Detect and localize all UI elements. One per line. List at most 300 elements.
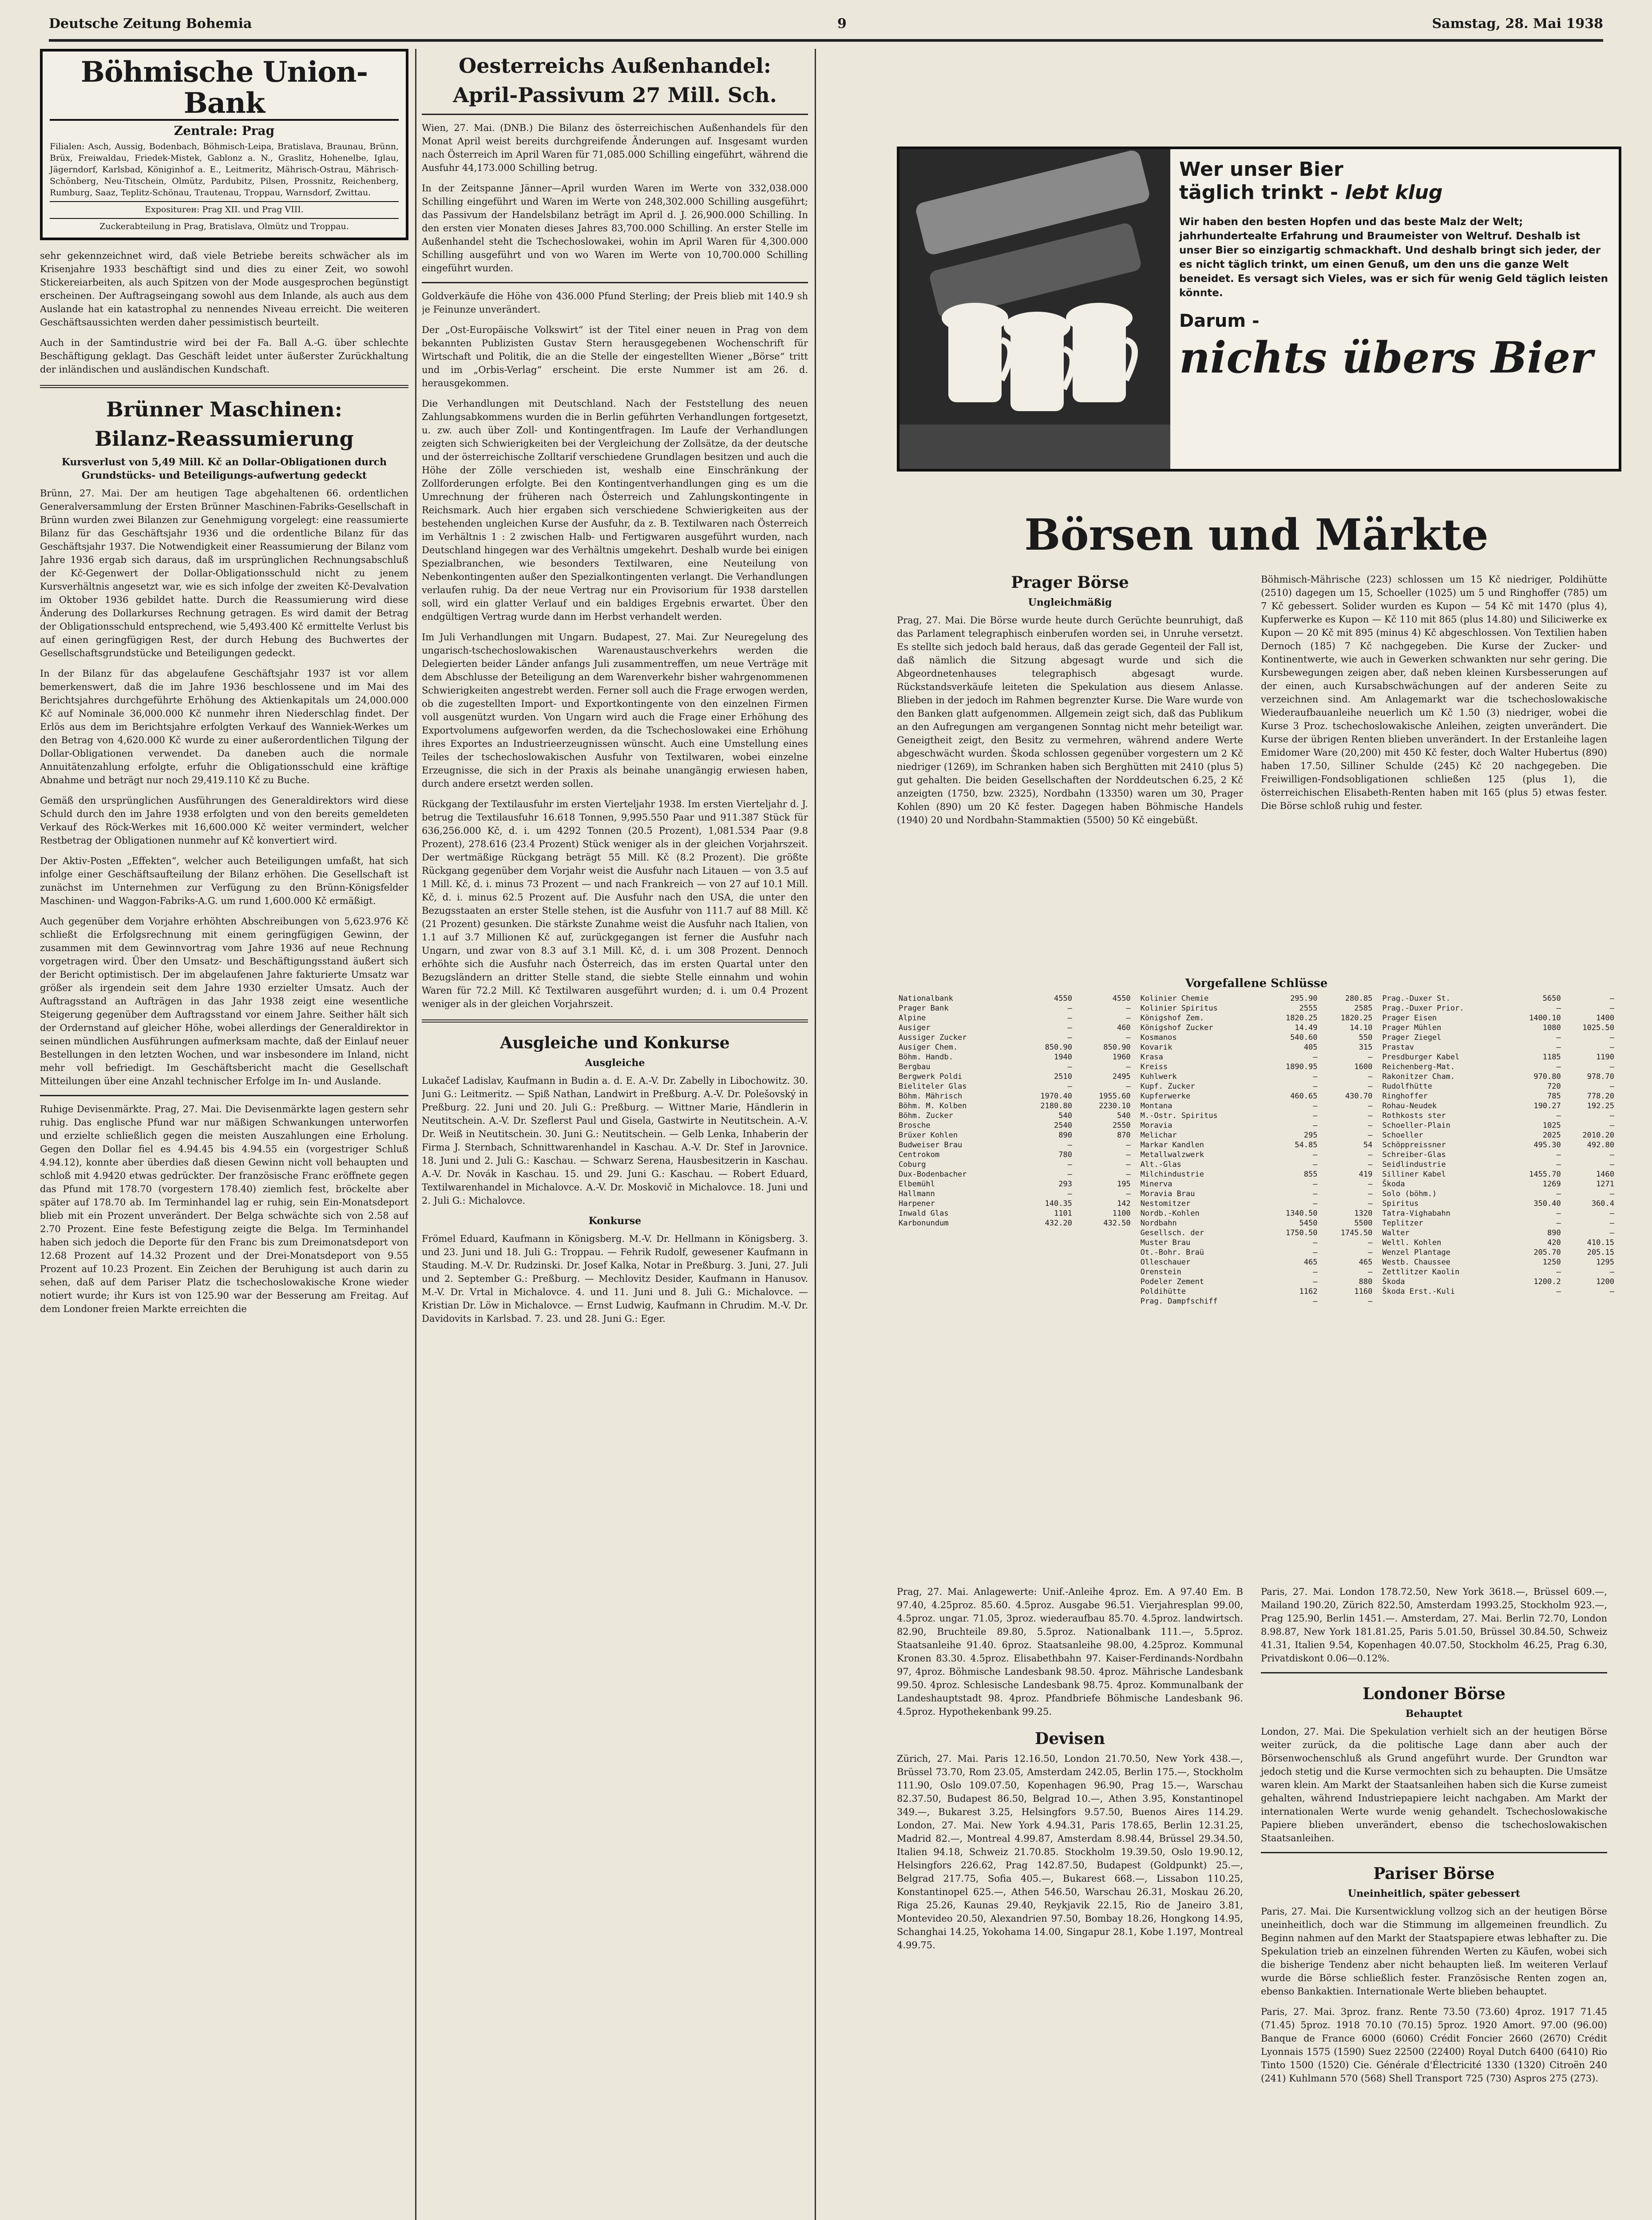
quote-row <box>1380 1199 1616 1209</box>
quote-name: Markar Kandlen <box>1140 1141 1204 1150</box>
quote-value: — <box>1313 1268 1318 1276</box>
quote-name: Minerva <box>1140 1180 1173 1189</box>
quote-value: — <box>1609 1189 1615 1198</box>
quote-value: 978.70 <box>1587 1072 1615 1081</box>
quote-name: Alt.-Glas <box>1140 1160 1181 1169</box>
article-text: Lukačef Ladislav, Kaufmann in Budin a. d. E. A.-V. Dr. Zabelly in Libochowitz. 30. Juni G.: Leitmeritz. — Spiß Nathan, Landwirt in Preßburg. A.-V. Dr. Polešovský in Preßburg. 22. Juni und 20. Juli G.: Preßburg. — Wittner Marie, Händlerin in Neutitschein. A.-V. Dr. Szeflerst Paul und Gisela, Gastwirte in Neutitschein. A.-V. Dr. Weiß in Neutitschein. 30. Juni G.: Neutitschein. — Gelb Lenka, Inhaberin der Firma J. Sternbach, Schnittwarenhandel in Kaschau. A.-V. Dr. Stef in Jarovnice. 18. Juni und 2. Juli G.: Kaschau. — Schwarz Serena, Hausbesitzerin in Kaschau. A.-V. Dr. Novák in Kaschau. 15. und 29. Juni G.: Kaschau. — Robert Eduard, Textilwarenhandel in Michalovce. A.-V. Dr. Moskovič in Michalovce. 18. Juni und 2. Juli G.: Michalovce. <box>422 1075 808 1206</box>
quote-value: 1200.2 <box>1533 1277 1561 1286</box>
quote-name: Kovarik <box>1140 1043 1173 1052</box>
quote-row <box>1380 1130 1616 1140</box>
quote-value: — <box>1609 1287 1615 1296</box>
headline: Bilanz-Reassumierung <box>95 427 354 451</box>
quote-value: 1460 <box>1596 1170 1615 1179</box>
quote-name: Spiritus <box>1382 1199 1419 1208</box>
quote-value: 492.80 <box>1587 1141 1615 1150</box>
quote-value: 1295 <box>1596 1258 1615 1267</box>
quote-row <box>1139 1199 1375 1209</box>
quote-name: Centrokom <box>899 1150 940 1159</box>
beer-ad-body: Wir haben den besten Hopfen und das beste Malz der Welt; jahrhundertealte Erfahrung und Braumeister von Weltruf. Deshalb ist unser Bier so einzigartig schmackhaft. Und deshalb bringt sich jeder, der es nicht täglich trinkt, um einen Genuß, um den uns die ganze Welt beneidet. Es versagt sich Vieles, was er sich für wenig Geld täglich leisten könnte. <box>1179 216 1608 299</box>
section-title: Ausgleiche und Konkurse <box>500 1034 730 1052</box>
quote-value: 1820.25 <box>1340 1014 1373 1023</box>
quote-name: Alpine <box>899 1014 926 1023</box>
quote-name: Gesellsch. der <box>1140 1229 1204 1237</box>
bank-exposituren: Expositurен: Prag XII. und Prag VIII. <box>50 201 399 215</box>
quote-name: Silliner Kabel <box>1382 1170 1446 1179</box>
quote-value: 890 <box>1058 1131 1072 1140</box>
quote-value: — <box>1067 1082 1072 1091</box>
quote-value: — <box>1313 1150 1318 1159</box>
quote-row <box>1139 1228 1375 1238</box>
quote-value: — <box>1368 1238 1373 1247</box>
beer-mugs-illustration <box>899 149 1170 469</box>
quote-row <box>1139 1179 1375 1189</box>
page-number: 9 <box>837 16 847 32</box>
quote-value: 2585 <box>1354 1004 1373 1013</box>
quotes-table-3 <box>1380 994 1616 1296</box>
quote-name: Coburg <box>899 1160 926 1169</box>
quote-value: 360.4 <box>1591 1199 1615 1208</box>
quote-name: Kreiss <box>1140 1062 1168 1071</box>
article-text: Die Verhandlungen mit Deutschland. Nach der Feststellung des neuen Zahlungsabkommens wurden die in Berlin geführten Verhandlungen fortgesetzt, u. zw. auch über Zoll- und Kontingentfragen. Im Laufe der Verhandlungen zeigten sich Schwierigkeiten bei der Vergleichung der Zollsätze, da der deutsche und der österreichische Zolltarif verschiedene Grundlagen besitzen und auch die Höhe der Zölle verschieden ist, weshalb eine Einschränkung der Zollforderungen erfolgte. Bei den Kontingentverhandlungen ging es um die Umrechnung der früheren nach Österreich und Zahlungskontingente in Reichsmark. Auch hier ergaben sich verschiedene Schwierigkeiten aus der bestehenden ungleichen Kurse der Ausfuhr, da z. B. Textilwaren nach Österreich im Verhältnis 1 : 2 zwischen Halb- und Fertigwaren ausgeführt wurden, nach Deutschland hingegen war des Verhältnis umgekehrt. Deshalb wurde bei einigen Spezialbranchen, wie besonders Textilwaren, eine Neuteilung von Nebenkontingenten außer den Spezialkontingenten verlangt. Die Verhandlungen verlaufen ruhig. Da der neue Vertrag nur ein Provisorium für 1938 darstellen soll, wird ein glatter Verlauf und ein baldiges Ergebnis erwartet. Über den endgültigen Vertrag wurde dann im Herbst verhandelt werden. <box>422 398 808 622</box>
quote-value: 2180.80 <box>1040 1102 1072 1110</box>
quote-row <box>1139 1033 1375 1043</box>
column-rule <box>815 49 816 2220</box>
article-text: sehr gekennzeichnet wird, daß viele Betriebe bereits schwächer als im Krisenjahre 1933 beschäftigt sind und dies zu einer Zeit, wo sowohl Stickereiarbeiten, als auch Spitzen von der Mode ausgesprochen begünstigt erscheinen. Der Auftragseingang sowohl aus dem Inlande, als auch aus dem Auslande hat ein katastrophal zu nennendes Niveau erreicht. Die weiteren Geschäftsaussichten werden daher pessimistisch beurteilt. <box>40 250 408 328</box>
quote-name: Prager Mühlen <box>1382 1023 1442 1032</box>
bank-headquarters: Zentrale: Prag <box>174 123 275 138</box>
quote-row <box>1139 1267 1375 1277</box>
article-text: Rückgang der Textilausfuhr im ersten Vierteljahr 1938. Im ersten Vierteljahr d. J. betrug die Textilausfuhr 16.618 Tonnen, 9,995.550 Paar und 911.387 Stück für 636,256.000 Kč, d. i. um 4292 Tonnen (20.5 Prozent), 1,081.534 Paar (9.8 Prozent), 278.616 (23.4 Prozent) Stück weniger als in der gleichen Vorjahrszeit. Der wertmäßige Rückgang beträgt 55 Mill. Kč (8.2 Prozent). Die größte Rückgang gegenüber dem Vorjahr weist die Ausfuhr nach Litauen — von 3.5 auf 1 Mill. Kč, d. i. minus 73 Prozent — und nach Frankreich — von 27 auf 10.1 Mill. Kč, d. i. minus 62.5 Prozent auf. Die Ausfuhr nach den USA, die unter den Bezugsstaaten an erster Stelle stehen, ist die Ausfuhr von 111.7 auf 88 Mill. Kč (21 Prozent) gesunken. Die stärkste Zunahme weist die Ausfuhr nach Italien, von 1.1 auf 3.7 Millionen Kč auf, zurückgegangen ist ferner die Ausfuhr nach Ungarn, und zwar von 8.3 auf 3.1 Mill. Kč, d. i. um 308 Prozent. Dennoch erhöhte sich die Ausfuhr nach Österreich, das im ersten Quartal unter den Bezugsländern an dritter Stelle stand, die siebte Stelle einnahm und wohin Waren für 72.2 Mill. Kč Textilwaren ausgeführt wurden; d. i. um 0.4 Prozent weniger als in der gleichen Vorjahrszeit. <box>422 799 808 1009</box>
quote-value: 1025.50 <box>1582 1023 1615 1032</box>
quote-value: — <box>1556 1189 1561 1198</box>
quote-name: Olleschauer <box>1140 1258 1191 1267</box>
quote-row <box>1380 1111 1616 1121</box>
prager-column-a <box>897 573 1243 834</box>
quote-row <box>1380 1209 1616 1218</box>
quote-name: Orenstein <box>1140 1268 1181 1276</box>
quote-row <box>897 1140 1133 1150</box>
table-title: Vorgefallene Schlüsse <box>1185 977 1328 990</box>
headline: Brünner Maschinen: <box>106 397 342 421</box>
divider <box>40 1095 408 1096</box>
article-text: In der Bilanz für das abgelaufene Geschäftsjahr 1937 ist vor allem bemerkenswert, daß die im Jahre 1936 beschlossene und im Mai des Berichtsjahres durchgeführte Erhöhung des Aktienkapitals um 24,000.000 Kč auf Nominale 36,000.000 Kč nunmehr ihren Niederschlag findet. Der Erlös aus dem im Berichtsjahre erfolgten Verkauf des Wanniek-Werkes um den Betrag von 4,620.000 Kč wurde zu einer außerordentlichen Tilgung der Dollar-Obligationen verwendet. Da daneben auch die normale Annuitätenzahlung erfolgte, erfuhr die Obligationsschuld eine kräftige Abnahme und beträgt nur noch 29,419.110 Kč zu Buche. <box>40 668 408 785</box>
quote-name: Rohau-Neudek <box>1382 1102 1437 1110</box>
quote-value: — <box>1313 1102 1318 1110</box>
quote-value: 780 <box>1058 1150 1072 1159</box>
divider <box>40 385 408 388</box>
quote-row <box>1139 1003 1375 1013</box>
quote-value: — <box>1368 1189 1373 1198</box>
quote-value: — <box>1556 1209 1561 1218</box>
quote-row <box>1139 1101 1375 1111</box>
quote-row <box>897 1082 1133 1091</box>
quote-value: 419 <box>1359 1170 1373 1179</box>
quotes-tables <box>897 977 1616 1306</box>
quote-value: 195 <box>1117 1180 1131 1189</box>
quote-value: — <box>1556 1033 1561 1042</box>
quote-name: Bergwerk Poldi <box>899 1072 963 1081</box>
article-text: Wien, 27. Mai. (DNB.) Die Bilanz des österreichischen Außenhandels für den Monat April weist bereits durchgreifende Änderungen auf. Insgesamt wurden nach Österreich im April Waren für 71,085.000 Schilling eingeführt, während die Ausfuhr 44,173.000 Schilling betrug. <box>422 123 808 173</box>
quote-name: Dux-Bodenbacher <box>899 1170 967 1179</box>
quote-value: — <box>1313 1180 1318 1189</box>
quote-name: Wenzel Plantage <box>1382 1248 1450 1257</box>
quote-value: — <box>1313 1238 1318 1247</box>
quote-value: 1080 <box>1542 1023 1561 1032</box>
quote-value: — <box>1368 1297 1373 1306</box>
quote-value: — <box>1126 1014 1131 1023</box>
quote-name: Rothkosts ster <box>1382 1111 1446 1120</box>
quote-name: Kuhlwerk <box>1140 1072 1177 1081</box>
quote-value: — <box>1368 1072 1373 1081</box>
quote-name: Prager Ziegel <box>1382 1033 1442 1042</box>
quote-row <box>897 1023 1133 1033</box>
subheadline: Kursverlust von 5,49 Mill. Kč an Dollar-Obligationen durch Grundstücks- und Beteiligungs-aufwertung gedeckt <box>61 456 387 481</box>
quote-value: 1970.40 <box>1040 1092 1072 1101</box>
quote-row <box>897 1091 1133 1101</box>
quote-row <box>1139 1082 1375 1091</box>
quote-value: — <box>1126 1062 1131 1071</box>
quote-row <box>1139 1091 1375 1101</box>
quote-value: 1185 <box>1542 1053 1561 1062</box>
quote-value: 540 <box>1117 1111 1131 1120</box>
markets-section-title: Börsen und Märkte <box>1024 510 1489 560</box>
quote-row <box>1139 1296 1375 1306</box>
quote-value: 778.20 <box>1587 1092 1615 1101</box>
quote-value: 1190 <box>1596 1053 1615 1062</box>
quote-value: 1340.50 <box>1285 1209 1318 1218</box>
quote-value: — <box>1067 1004 1072 1013</box>
article-text: Der Aktiv-Posten „Effekten“, welcher auch Beteiligungen umfaßt, hat sich infolge einer Geschäftsaufteilung der Bilanz erhöhen. Die Gesellschaft ist zunächst im Unternehmen zur Verfügung zu den Brünn-Königsfelder Maschinen- und Waggon-Fabriks-A.G. um rund 1,600.000 Kč ermäßigt. <box>40 856 408 906</box>
quote-row <box>897 1062 1133 1072</box>
quote-name: Elbemühl <box>899 1180 935 1189</box>
quote-value: 14.49 <box>1295 1023 1318 1032</box>
quote-row <box>1380 1179 1616 1189</box>
quote-name: Rakonitzer Cham. <box>1382 1072 1455 1081</box>
quote-value: — <box>1126 1082 1131 1091</box>
bank-sugar-dept: Zuckerabteilung in Prag, Bratislava, Olmütz und Troppau. <box>50 218 399 232</box>
section-subtitle: Ungleichmäßig <box>1028 597 1112 608</box>
article-text: Im Juli Verhandlungen mit Ungarn. Budapest, 27. Mai. Zur Neuregelung des ungarisch-tschechoslowakischen Warenaustauschverkehrs werden die Delegierten beider Länder anfangs Juli zusammentreffen, um neue Verträge mit dem Abschlusse der Beteiligung an dem Warenverkehr bisher wahrgenommenen Schwierigkeiten angestrebt werden. Ferner soll auch die Frage erwogen werden, ob die zugestellten Import- und Exportkontingente von den einzelnen Firmen voll ausgenützt wurden. Von Ungarn wird auch die Frage einer Erhöhung des Exportvolumens aufgeworfen werden, da die Tschechoslowakei eine Erhöhung ihres Exportes an Industrieerzeugnissen wünscht. Auch eine Umstellung eines Teiles der tschechoslowakischen Ausfuhr von Textilwaren, wobei einzelne Erzeugnisse, die sich in der Praxis als beinahe unangängig erwiesen haben, durch andere ersetzt werden sollen. <box>422 632 808 789</box>
quote-name: Bieliteler Glas <box>899 1082 967 1091</box>
quote-row <box>1380 1062 1616 1072</box>
quote-value: — <box>1313 1199 1318 1208</box>
quote-name: Ot.-Bohr. Braü <box>1140 1248 1204 1257</box>
quote-value: — <box>1126 1033 1131 1042</box>
quote-value: 1400.10 <box>1529 1014 1561 1023</box>
quote-value: 540.60 <box>1290 1033 1318 1042</box>
quote-name: Škoda <box>1382 1180 1405 1189</box>
quote-value: 1025 <box>1542 1121 1561 1130</box>
quote-value: — <box>1368 1121 1373 1130</box>
bank-advertisement <box>40 49 408 240</box>
quote-name: Zettlitzer Kaolin <box>1382 1268 1460 1276</box>
quote-row <box>1380 1228 1616 1238</box>
quote-row <box>1380 1257 1616 1267</box>
quote-value: 850.90 <box>1045 1043 1072 1052</box>
quote-name: Ausiger <box>899 1023 931 1032</box>
quote-name: Podeler Zement <box>1140 1277 1204 1286</box>
quote-value: 405 <box>1303 1043 1318 1052</box>
quote-value: 5500 <box>1354 1219 1373 1228</box>
article-text: Goldverkäufe die Höhe von 436.000 Pfund Sterling; der Preis blieb mit 140.9 sh je Feinunze unverändert. <box>422 291 808 315</box>
quote-value: 4550 <box>1054 994 1072 1003</box>
quote-row <box>897 1052 1133 1062</box>
quote-value: — <box>1556 1268 1561 1276</box>
section-title: Devisen <box>1034 1729 1105 1748</box>
quote-name: Ringhoffer <box>1382 1092 1428 1101</box>
quote-value: — <box>1126 1189 1131 1198</box>
quote-value: — <box>1609 994 1615 1003</box>
quote-name: Budweiser Brau <box>899 1141 963 1150</box>
quote-row <box>1139 1111 1375 1121</box>
quote-name: Königshof Zucker <box>1140 1023 1213 1032</box>
quote-row <box>897 1160 1133 1169</box>
article-text: Zürich, 27. Mai. Paris 12.16.50, London 21.70.50, New York 438.—, Brüssel 73.70, Rom 23.05, Amsterdam 242.05, Berlin 175.—, Stockholm 111.90, Oslo 109.07.50, Kopenhagen 96.90, Prag 15.—, Warschau 82.37.50, Budapest 86.50, Belgrad 10.—, Athen 3.95, Konstantinopel 349.—, Bukarest 3.25, Helsingfors 9.57.50, Buenos Aires 114.29. London, 27. Mai. New York 4.94.31, Paris 178.65, Berlin 12.31.25, Madrid 82.—, Montreal 4.99.87, Amsterdam 8.98.44, Brüssel 29.34.50, Italien 94.18, Schweiz 21.70.85. Stockholm 19.39.50, Oslo 19.90.12, Helsingfors 226.62, Prag 142.87.50, Budapest (Goldpunkt) 25.—, Belgrad 217.75, Sofia 405.—, Bukarest 668.—, Lissabon 110.25, Konstantinopel 625.—, Athen 546.50, Warschau 26.31, Moskau 26.20, Riga 25.26, Kaunas 29.40, Reykjavik 22.15, Rio de Janeiro 3.81, Montevideo 20.50, Alexandrien 97.50, Bombay 18.26, Hongkong 14.95, Schanghai 14.25, Yokohama 14.00, Singapur 28.1, Kobe 1.197, Montreal 4.99.75. <box>897 1753 1243 1950</box>
quote-row <box>1139 1218 1375 1228</box>
quote-value: 890 <box>1547 1229 1561 1237</box>
quote-name: Montana <box>1140 1102 1173 1110</box>
article-text: Böhmisch-Mährische (223) schlossen um 15 Kč niedriger, Poldihütte (2510) dagegen um 15, Schoeller (1025) um 5 und Ringhoffer (785) um 7 Kč gebessert. Solider wurden es Kupon — 54 Kč mit 1470 (plus 4), Kupferwerke es Kupon — Kč 110 mit 865 (plus 14.80) und Siliciwerke ex Kupon — 20 Kč mit 895 (minus 4) Kč abgeschlossen. Von Textilien haben Dernoch (185) 7 Kč nachgegeben. Die Kurse der Zucker- und Kontinentwerte, wie auch in Gewerken schwankten nur sehr gering. Die Kursbewegungen zeigen aber, daß neben kleinen Kursbesserungen auf der einen, auch Kursabschwächungen auf der anderen Seite zu verzeichnen sind. Am Anlagemarkt war die tschechoslowakische Wiederaufbauanleihe neuerlich um Kč 1.50 (3) niedriger, wobei die Kurse 3 Proz. tschechoslowakische Anleihen, zeigten unverändert. Die Kurse der übrigen Renten blieben unverändert. In der Erstanleihe lagen Emidomer Ware (20,200) mit 450 Kč fester, doch Walter Hubertus (890) haben 17.50, Silliner Schulde (245) Kč 20 nachgegeben. Die Freiwilligen-Fondsobligationen schließen 125 (plus 1), die österreichischen Elisabeth-Renten haben mit 165 (plus 5) etwas fester. Die Börse schloß ruhig und fester. <box>1261 574 1607 811</box>
quote-row <box>897 1043 1133 1052</box>
quote-value: 432.20 <box>1045 1219 1072 1228</box>
article-text: Prag, 27. Mai. Anlagewerte: Unif.-Anleihe 4proz. Em. A 97.40 Em. B 97.40, 4.25proz. 85.60. 4.5proz. Ausgabe 96.51. Vierjahresplan 99.00, 4.5proz. ungar. 71.05, 3proz. wiederaufbau 85.70. 4.5proz. landwirtsch. 82.90, Bruchteile 89.80, 5.5proz. Nationalbank 111.—, 5.5proz. Staatsanleihe 91.40. 6proz. Staatsanleihe 98.00, 4.25proz. Kommunal Kronen 83.30. 4.5proz. Elisabethbahn 97. Kaiser-Ferdinands-Nordbahn 97, 4proz. Böhmische Landesbank 98.50. 4proz. Mährische Landesbank 99.50. 4proz. Schlesische Landesbank 98.75. 4proz. Kommunalbank der Landeshauptstadt 98. 4proz. Pfandbriefe Böhmische Landesbank 96. 4.5proz. Hypothekenbank 99.25. <box>897 1586 1243 1717</box>
quote-value: — <box>1609 1219 1615 1228</box>
quote-value: 880 <box>1359 1277 1373 1286</box>
quote-row <box>1139 1169 1375 1179</box>
quote-value: — <box>1313 1297 1318 1306</box>
quotes-table-1 <box>897 994 1133 1228</box>
quote-name: Harpener <box>899 1199 935 1208</box>
article-text: Paris, 27. Mai. London 178.72.50, New York 3618.—, Brüssel 609.—, Mailand 190.20, Zürich 822.50, Amsterdam 1993.25, Stockholm 923.—, Prag 125.90, Berlin 1451.—. Amsterdam, 27. Mai. Berlin 72.70, London 8.98.87, New York 181.81.25, Paris 5.01.50, Brüssel 30.84.50, Schweiz 41.31, Italien 9.54, Kopenhagen 40.07.50, Stockholm 46.25, Prag 6.30, Privatdiskont 0.06—0.12%. <box>1261 1586 1607 1664</box>
quote-value: — <box>1609 1043 1615 1052</box>
quote-value: 1100 <box>1112 1209 1131 1218</box>
quote-value: 2550 <box>1112 1121 1131 1130</box>
quote-name: Prag.-Duxer St. <box>1382 994 1450 1003</box>
quote-name: Bergbau <box>899 1062 931 1071</box>
quote-name: Kupferwerke <box>1140 1092 1191 1101</box>
quote-row <box>1380 1267 1616 1277</box>
bank-name: Böhmische Union-Bank <box>50 57 399 121</box>
quote-value: 2230.10 <box>1099 1102 1131 1110</box>
article-text: Brünn, 27. Mai. Der am heutigen Tage abgehaltenen 66. ordentlichen Generalversammlung der Ersten Brünner Maschinen-Fabriks-Gesellschaft in Brünn wurden zwei Bilanzen zur Genehmigung vorgelegt: eine reassumierte Bilanz für das Geschäftsjahr 1936 und die ordentliche Bilanz für das Geschäftsjahr 1937. Die Notwendigkeit einer Reassumierung der Bilanz vom Jahre 1936 ergab sich daraus, daß im ursprünglichen Rechnungsabschluß der Kč-Gegenwert der Dollar-Obligationsschuld nicht zu jenem Kursverhältnis angesetzt war, wie es sich infolge der zweiten Kč-Devalvation im Oktober 1936 gebildet hatte. Durch die Reassumierung wird diese Änderung des Dollarkurses Rechnung getragen. Es wird damit der Betrag der Obligationsschuld entsprechend, wie 5,493.400 Kč ermittelte Verlust bis auf einen geringfügigen Rest, der durch Hebung des Buchwertes der Gesellschaftsgrundstücke und Beteiligungen gedeckt. <box>40 488 408 658</box>
divider <box>422 114 808 115</box>
quote-value: — <box>1556 1062 1561 1071</box>
quote-value: — <box>1368 1268 1373 1276</box>
quote-value: 2510 <box>1054 1072 1072 1081</box>
quote-value: — <box>1556 1150 1561 1159</box>
quote-row <box>1139 1140 1375 1150</box>
quote-value: — <box>1368 1248 1373 1257</box>
quote-value: — <box>1368 1199 1373 1208</box>
quote-value: — <box>1609 1268 1615 1276</box>
quote-name: Moravia <box>1140 1121 1173 1130</box>
section-title: Londoner Börse <box>1363 1685 1505 1703</box>
section-subtitle: Konkurse <box>588 1215 642 1227</box>
quote-value: — <box>1368 1180 1373 1189</box>
quote-value: 4550 <box>1112 994 1131 1003</box>
quote-value: 2540 <box>1054 1121 1072 1130</box>
quote-value: — <box>1368 1102 1373 1110</box>
headline: Oesterreichs Außenhandel: <box>459 54 771 78</box>
column-rule <box>415 49 416 2220</box>
quote-value: 785 <box>1547 1092 1561 1101</box>
quote-value: — <box>1609 1160 1615 1169</box>
quote-value: — <box>1556 1160 1561 1169</box>
quote-value: 870 <box>1117 1131 1131 1140</box>
beer-advertisement <box>897 147 1621 472</box>
quote-value: 550 <box>1359 1033 1373 1042</box>
quote-row <box>1380 1013 1616 1023</box>
quote-row <box>897 1130 1133 1140</box>
divider <box>1261 1852 1607 1853</box>
column-2 <box>422 49 808 2220</box>
quote-row <box>1139 1277 1375 1287</box>
quote-name: Weltl. Kohlen <box>1382 1238 1442 1247</box>
quote-row <box>1139 1238 1375 1248</box>
quote-value: — <box>1609 1062 1615 1071</box>
quote-value: — <box>1313 1121 1318 1130</box>
lower-column-b <box>1261 1585 1607 2092</box>
quote-row <box>897 1209 1133 1218</box>
quote-name: Nordbahn <box>1140 1219 1177 1228</box>
quote-value: — <box>1126 1141 1131 1150</box>
quote-value: — <box>1067 1141 1072 1150</box>
quote-value: — <box>1313 1160 1318 1169</box>
quote-value: — <box>1126 1150 1131 1159</box>
quote-name: Solo (böhm.) <box>1382 1189 1437 1198</box>
quote-value: 350.40 <box>1533 1199 1561 1208</box>
quote-value: 192.25 <box>1587 1102 1615 1110</box>
quote-row <box>897 1003 1133 1013</box>
quote-name: Teplitzer <box>1382 1219 1423 1228</box>
quote-row <box>1139 1062 1375 1072</box>
quote-name: Böhm. Zucker <box>899 1111 953 1120</box>
paper-name: Deutsche Zeitung Bohemia <box>49 16 252 32</box>
quote-value: 465 <box>1303 1258 1318 1267</box>
beer-ad-darum: Darum - <box>1179 311 1260 331</box>
article-text: Gemäß den ursprünglichen Ausführungen des Generaldirektors wird diese Schuld durch den im Jahre 1938 erfolgten und von den bereits gemeldeten Verkauf des Röck-Werkes mit 16,600.000 Kč weiter vermindert, welcher Restbetrag der Obligationen nunmehr auf Kč konvertiert wird. <box>40 795 408 846</box>
section-subtitle: Behauptet <box>1405 1708 1463 1720</box>
quote-value: — <box>1556 1111 1561 1120</box>
beer-ad-line2-emphasis: lebt klug <box>1345 181 1443 204</box>
quote-row <box>1139 1209 1375 1218</box>
quote-value: — <box>1609 1209 1615 1218</box>
quote-value: — <box>1609 1150 1615 1159</box>
column-1 <box>40 49 408 2220</box>
quotes-table-2 <box>1139 994 1375 1306</box>
quote-value: 2010.20 <box>1582 1131 1615 1140</box>
quote-value: 14.10 <box>1350 1023 1373 1032</box>
quote-value: 5650 <box>1542 994 1561 1003</box>
quote-name: Prager Eisen <box>1382 1014 1437 1023</box>
quote-value: — <box>1313 1277 1318 1286</box>
quote-row <box>1139 1189 1375 1199</box>
lower-column-a <box>897 1585 1243 1959</box>
quote-row <box>897 1072 1133 1082</box>
quote-row <box>1380 1277 1616 1287</box>
quote-value: 54 <box>1363 1141 1373 1150</box>
quote-value: — <box>1609 1121 1615 1130</box>
article-text: Paris, 27. Mai. Die Kursentwicklung vollzog sich an der heutigen Börse uneinheitlich, doch war die Stimmung im allgemeinen freundlich. Zu Beginn nahmen auf den Markt der Staatspapiere etwas lebhafter zu. Die Spekulation trieb an einzelnen führenden Werten zu Käufen, wobei sich die bisherige Tendenz aber nicht behaupten ließ. Im weiteren Verlauf wurde die Börse schließlich fester. Französische Renten zogen an, ebenso Bankaktien. Internationale Werte blieben behauptet. <box>1261 1906 1607 1997</box>
quote-row <box>1380 1043 1616 1052</box>
quote-value: — <box>1609 1004 1615 1013</box>
quote-value: 315 <box>1359 1043 1373 1052</box>
quote-row <box>1380 1218 1616 1228</box>
quote-value: 1200 <box>1596 1277 1615 1286</box>
quote-row <box>1380 1091 1616 1101</box>
quote-name: Prag.-Duxer Prior. <box>1382 1004 1464 1013</box>
quote-value: 495.30 <box>1533 1141 1561 1150</box>
quote-value: — <box>1067 1160 1072 1169</box>
quote-name: Kolinier Chemie <box>1140 994 1209 1003</box>
quote-row <box>1380 1287 1616 1296</box>
quote-row <box>1380 1140 1616 1150</box>
quote-name: Škoda Erst.-Kuli <box>1382 1287 1455 1296</box>
bank-branches: Filialen: Asch, Aussig, Bodenbach, Böhmisch-Leipa, Bratislava, Braunau, Brünn, Brüx, Freiwaldau, Friedek-Mistek, Gablonz a. N., Graslitz, Hohenelbe, Iglau, Jägerndorf, Karlsbad, Königinhof a. E., Leitmeritz, Mährisch-Ostrau, Mährisch-Schönberg, Neu-Titschein, Olmütz, Pardubitz, Pilsen, Prossnitz, Reichenberg, Rumburg, Saaz, Teplitz-Schönau, Trautenau, Troppau, Warnsdorf, Zwittau. <box>50 142 399 198</box>
quote-value: 280.85 <box>1345 994 1373 1003</box>
quote-row <box>1380 1052 1616 1062</box>
quote-value: 295 <box>1303 1131 1318 1140</box>
quote-value: 1455.70 <box>1529 1170 1561 1179</box>
beer-ad-line1: Wer unser Bier <box>1179 158 1343 181</box>
quote-row <box>897 1101 1133 1111</box>
quote-value: 970.80 <box>1533 1072 1561 1081</box>
quote-name: Presdburger Kabel <box>1382 1053 1460 1062</box>
section-subtitle: Uneinheitlich, später gebessert <box>1347 1888 1521 1899</box>
quote-value: — <box>1313 1053 1318 1062</box>
quote-value: 460.65 <box>1290 1092 1318 1101</box>
quote-value: — <box>1313 1111 1318 1120</box>
quote-row <box>1380 1082 1616 1091</box>
quote-name: Metallwalzwerk <box>1140 1150 1204 1159</box>
quote-name: Hallmann <box>899 1189 935 1198</box>
quote-row <box>1139 1287 1375 1296</box>
quote-value: — <box>1368 1150 1373 1159</box>
quote-row <box>1139 1248 1375 1257</box>
quote-value: — <box>1368 1111 1373 1120</box>
quote-value: — <box>1126 1004 1131 1013</box>
quote-value: — <box>1313 1072 1318 1081</box>
article-text: Paris, 27. Mai. 3proz. franz. Rente 73.50 (73.60) 4proz. 1917 71.45 (71.45) 5proz. 1918 70.10 (70.15) 5proz. 1920 Amort. 97.00 (96.00) Banque de France 6000 (6060) Crédit Foncier 2660 (2670) Crédit Lyonnais 1575 (1590) Suez 22500 (22400) Royal Dutch 6400 (6410) Rio Tinto 1500 (1520) Cie. Générale d'Électricité 1330 (1320) Citroën 240 (241) Kuhlmann 570 (568) Shell Transport 725 (730) Aspros 275 (273). <box>1261 2006 1607 2084</box>
quote-value: — <box>1067 1170 1072 1179</box>
quote-value: — <box>1609 1111 1615 1120</box>
quote-value: 190.27 <box>1533 1102 1561 1110</box>
quote-row <box>1139 994 1375 1003</box>
quote-value: — <box>1368 1053 1373 1062</box>
quote-value: — <box>1609 1229 1615 1237</box>
quote-value: — <box>1368 1160 1373 1169</box>
quote-value: — <box>1609 1082 1615 1091</box>
quote-value: — <box>1126 1170 1131 1179</box>
quote-value: — <box>1609 1033 1615 1042</box>
quote-value: 1960 <box>1112 1053 1131 1062</box>
article-text: London, 27. Mai. Die Spekulation verhielt sich an der heutigen Börse weiter zurück, da die politische Lage dann aber auch der Börsenwochenschluß als Grund angeführt wurde. Der Grundton war jedoch stetig und die Kurse vermochten sich zu behaupten. Die Umsätze waren klein. Am Markt der Staatsanleihen haben sich die Kurse zumeist gehalten, während Industriepapiere leicht nachgaben. Am Markt der internationalen Werte wurde wenig gehandelt. Tschechoslowakische Papiere blieben unverändert, ebenso die tschechoslowakischen Staatsanleihen. <box>1261 1726 1607 1843</box>
quote-row <box>1380 1121 1616 1130</box>
quote-name: Tatra-Vighabahn <box>1382 1209 1450 1218</box>
quote-value: 1955.60 <box>1099 1092 1131 1101</box>
quote-row <box>1139 1013 1375 1023</box>
quote-row <box>897 1199 1133 1209</box>
quote-value: 855 <box>1303 1170 1318 1179</box>
quote-value: — <box>1067 1023 1072 1032</box>
quote-row <box>1380 1033 1616 1043</box>
article-text: Frömel Eduard, Kaufmann in Königsberg. M.-V. Dr. Hellmann in Königsberg. 3. und 23. Juni und 18. Juli G.: Troppau. — Fehrik Rudolf, gewesener Kaufmann in Stauding. M.-V. Dr. Rudzinski. Dr. Josef Kalka, Notar in Preßburg. 3. Juni, 27. Juli und 2. September G.: Preßburg. — Mechlovitz Desider, Kaufmann in Hanusov. M.-V. Dr. Vrtal in Michalovce. 4. und 11. Juni und 8. Juli G.: Michalovce. — Kristian Dr. Löw in Michalovce. — Ernst Ludwig, Kaufmann in Chrudim. M.-V. Dr. Davidovits in Karlsbad. 7. 23. und 28. Juni G.: Eger. <box>422 1233 808 1324</box>
quote-value: 2555 <box>1299 1004 1318 1013</box>
quote-value: 432.50 <box>1103 1219 1131 1228</box>
quote-name: Kolinier Spiritus <box>1140 1004 1218 1013</box>
headline: April-Passivum 27 Mill. Sch. <box>453 83 777 107</box>
quote-value: 460 <box>1117 1023 1131 1032</box>
